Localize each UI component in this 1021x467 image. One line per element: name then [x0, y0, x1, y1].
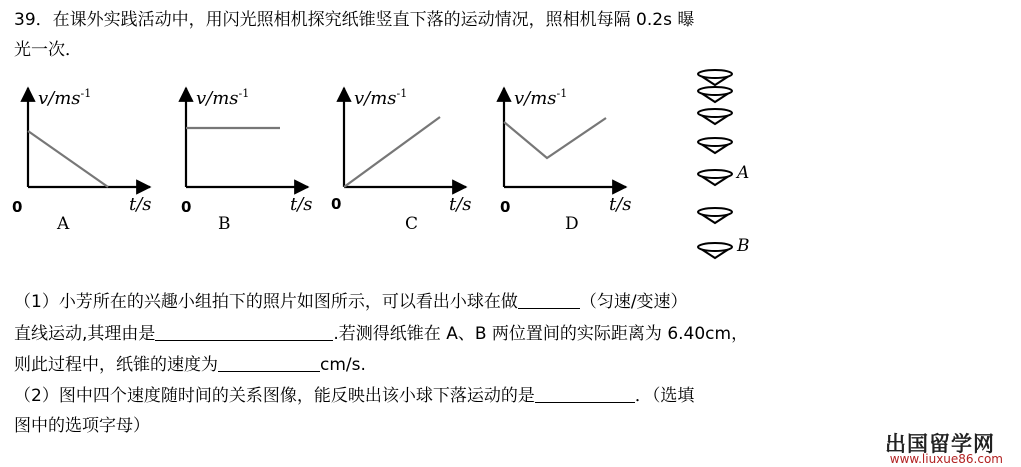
part1-line-2-rest: .若测得纸锥在 A、B 两位置间的实际距离为 6.40cm，: [333, 324, 749, 344]
part1-line-3: [14, 355, 366, 375]
part1-line-3-unit: cm/s.: [320, 355, 366, 375]
paper-cone-3: [698, 109, 732, 124]
watermark-site-name: 出国留学网: [885, 432, 995, 456]
paper-cone-6: [698, 208, 732, 223]
part1-line-1: [14, 292, 688, 312]
part1-line-2-text: 直线运动,其理由是: [14, 324, 156, 344]
graph-c-caption: C: [405, 214, 419, 234]
question-line-1: 39．在课外实践活动中，用闪光照相机探究纸锥竖直下落的运动情况，照相机每隔 0.2s 曝: [14, 10, 695, 30]
graph-a-xlabel: t/s: [129, 194, 152, 215]
question-line-2: 光一次．: [14, 40, 82, 60]
part1-line-2: [14, 324, 748, 344]
part1-line-1-option: （匀速/变速）: [579, 292, 688, 312]
graph-b-ylabel: $v/ms^{-1}$: [196, 87, 250, 109]
graph-b-caption: B: [218, 214, 231, 234]
answer-blank-3[interactable]: [218, 355, 320, 372]
answer-blank-4[interactable]: [535, 386, 635, 403]
graph-d-ylabel: $v/ms^{-1}$: [514, 87, 568, 109]
graph-c-ylabel: $v/ms^{-1}$: [354, 87, 408, 109]
part2-line-1-rest: ．（选填: [634, 386, 695, 406]
part2-line-2: 图中的选项字母）: [14, 416, 150, 436]
graph-d-caption: D: [565, 214, 579, 234]
answer-blank-1[interactable]: [518, 292, 580, 309]
graph-b: [181, 87, 313, 234]
graph-c-origin: 0: [331, 195, 342, 213]
paper-cone-2: [698, 87, 732, 102]
graph-b-origin: 0: [181, 198, 192, 216]
graph-d-origin: 0: [500, 198, 511, 216]
graph-c-line: [344, 117, 440, 187]
part1-line-1-text: （1）小芳所在的兴趣小组拍下的照片如图所示，可以看出小球在做: [14, 292, 518, 312]
graph-a-origin: 0: [12, 198, 23, 216]
paper-cone-1: [698, 70, 732, 85]
graph-a-caption: A: [57, 214, 70, 234]
graph-d-xlabel: t/s: [609, 194, 632, 215]
graph-c: [331, 87, 472, 234]
graph-b-xlabel: t/s: [290, 194, 313, 215]
strobe-photo: [698, 70, 732, 258]
paper-cone-5: [698, 170, 732, 185]
graph-c-xlabel: t/s: [449, 194, 472, 215]
paper-cone-4: [698, 138, 732, 153]
graph-d: [500, 87, 632, 234]
graph-a-line: [28, 131, 108, 187]
watermark-site-url: www.liuxue86.com: [889, 452, 1003, 466]
answer-blank-2[interactable]: [155, 324, 333, 341]
paper-cone-7: [698, 243, 732, 258]
graph-a: [12, 87, 152, 234]
photo-label-b: B: [737, 236, 750, 256]
graph-a-ylabel: $v/ms^{-1}$: [38, 87, 92, 109]
part2-line-1-text: （2）图中四个速度随时间的关系图像，能反映出该小球下落运动的是: [14, 386, 535, 406]
part1-line-3-text: 则此过程中，纸锥的速度为: [14, 355, 218, 375]
graph-d-line: [504, 118, 606, 158]
part2-line-1: [14, 386, 694, 406]
photo-label-a: A: [737, 163, 750, 183]
